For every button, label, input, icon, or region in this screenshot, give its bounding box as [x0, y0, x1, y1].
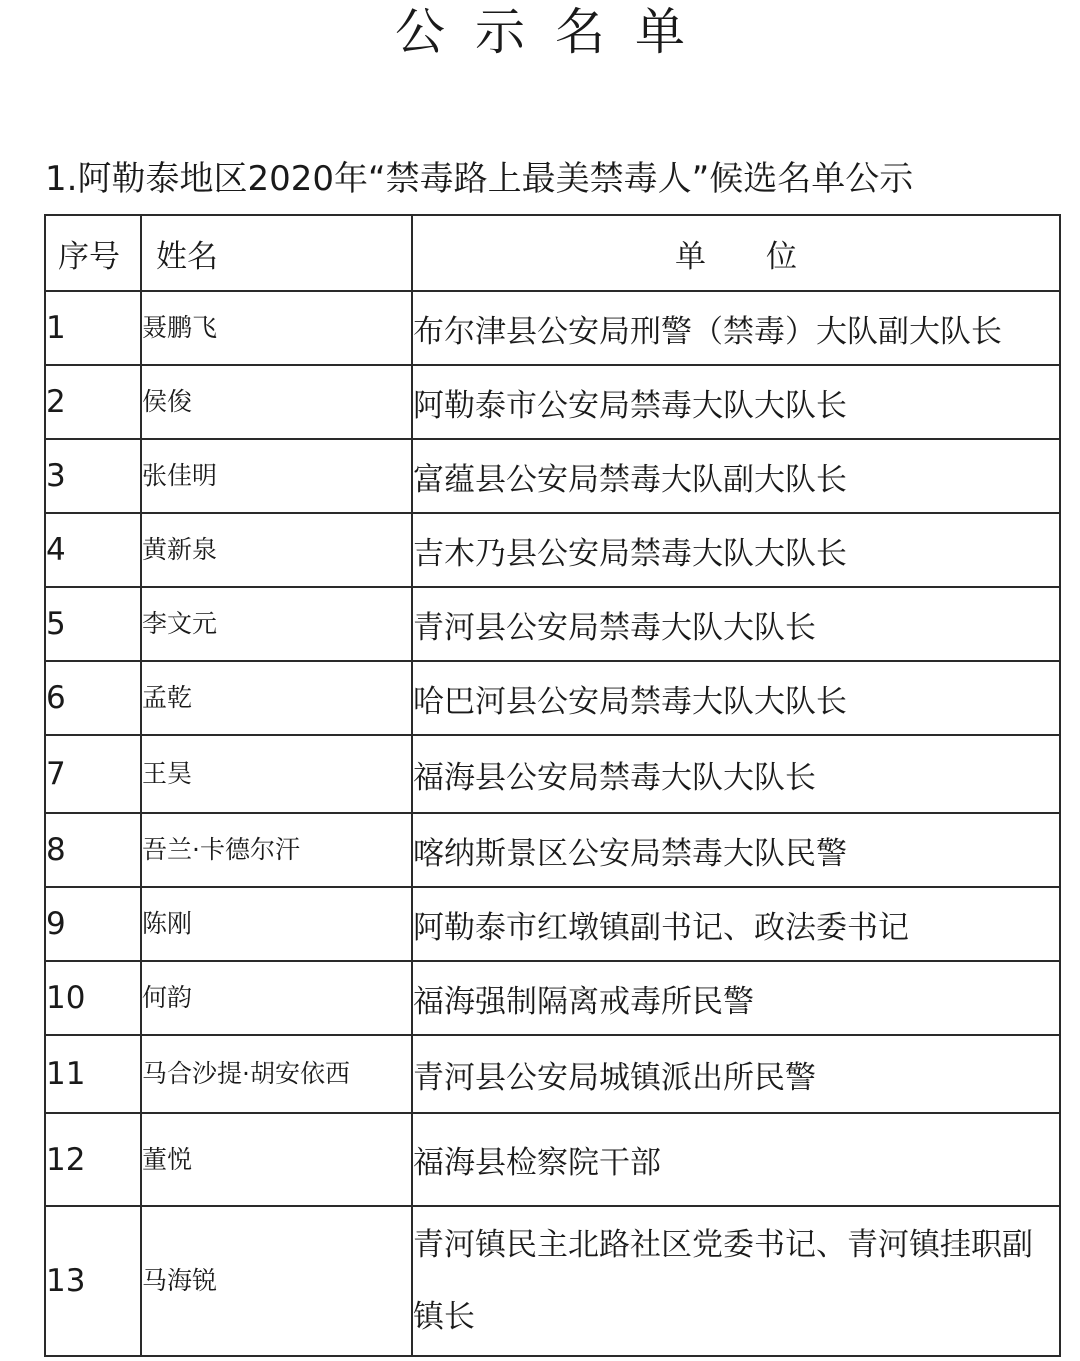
table-row: [45, 661, 1060, 735]
row-name: 张佳明: [141, 439, 412, 513]
row-unit: 青河县公安局城镇派出所民警: [412, 1035, 1060, 1113]
row-name: 聂鹏飞: [141, 291, 412, 365]
table-row: [45, 1035, 1060, 1113]
row-name: 何韵: [141, 961, 412, 1035]
row-unit: 哈巴河县公安局禁毒大队大队长: [412, 661, 1060, 735]
row-number: 8: [45, 813, 141, 887]
row-name: 黄新泉: [141, 513, 412, 587]
row-number: 3: [45, 439, 141, 513]
row-name: 侯俊: [141, 365, 412, 439]
row-unit: 福海强制隔离戒毒所民警: [412, 961, 1060, 1035]
row-number: 6: [45, 661, 141, 735]
table-row: [45, 887, 1060, 961]
row-name: 董悦: [141, 1113, 412, 1206]
row-number: 10: [45, 961, 141, 1035]
row-name: 孟乾: [141, 661, 412, 735]
page-title: 公示名单: [395, 3, 715, 61]
table-header-row: [45, 215, 1060, 291]
row-number: 5: [45, 587, 141, 661]
row-number: 1: [45, 291, 141, 365]
row-unit: 吉木乃县公安局禁毒大队大队长: [412, 513, 1060, 587]
table-row: [45, 1206, 1060, 1356]
section-heading: 1.阿勒泰地区2020年“禁毒路上最美禁毒人”候选名单公示: [45, 159, 914, 199]
row-unit: 青河镇民主北路社区党委书记、青河镇挂职副镇长: [412, 1206, 1060, 1356]
row-unit: 布尔津县公安局刑警（禁毒）大队副大队长: [412, 291, 1060, 365]
row-name: 李文元: [141, 587, 412, 661]
row-number: 7: [45, 735, 141, 813]
row-number: 13: [45, 1206, 141, 1356]
header-unit: 单位: [412, 215, 1060, 291]
row-number: 9: [45, 887, 141, 961]
table-row: [45, 813, 1060, 887]
header-no: 序号: [45, 215, 141, 291]
row-unit: 喀纳斯景区公安局禁毒大队民警: [412, 813, 1060, 887]
candidate-table: [44, 214, 1061, 1357]
table-row: [45, 735, 1060, 813]
row-unit: 阿勒泰市公安局禁毒大队大队长: [412, 365, 1060, 439]
row-unit: 富蕴县公安局禁毒大队副大队长: [412, 439, 1060, 513]
table-row: [45, 291, 1060, 365]
row-name: 吾兰·卡德尔汗: [141, 813, 412, 887]
table-row: [45, 1113, 1060, 1206]
header-name: 姓名: [141, 215, 412, 291]
row-number: 4: [45, 513, 141, 587]
table-row: [45, 365, 1060, 439]
row-unit: 福海县公安局禁毒大队大队长: [412, 735, 1060, 813]
row-unit: 阿勒泰市红墩镇副书记、政法委书记: [412, 887, 1060, 961]
row-number: 11: [45, 1035, 141, 1113]
row-name: 王昊: [141, 735, 412, 813]
table-row: [45, 961, 1060, 1035]
table-row: [45, 587, 1060, 661]
table-row: [45, 513, 1060, 587]
row-unit: 福海县检察院干部: [412, 1113, 1060, 1206]
row-number: 2: [45, 365, 141, 439]
table-row: [45, 439, 1060, 513]
row-unit: 青河县公安局禁毒大队大队长: [412, 587, 1060, 661]
row-name: 马合沙提·胡安依西: [141, 1035, 412, 1113]
row-number: 12: [45, 1113, 141, 1206]
row-name: 马海锐: [141, 1206, 412, 1356]
row-name: 陈刚: [141, 887, 412, 961]
